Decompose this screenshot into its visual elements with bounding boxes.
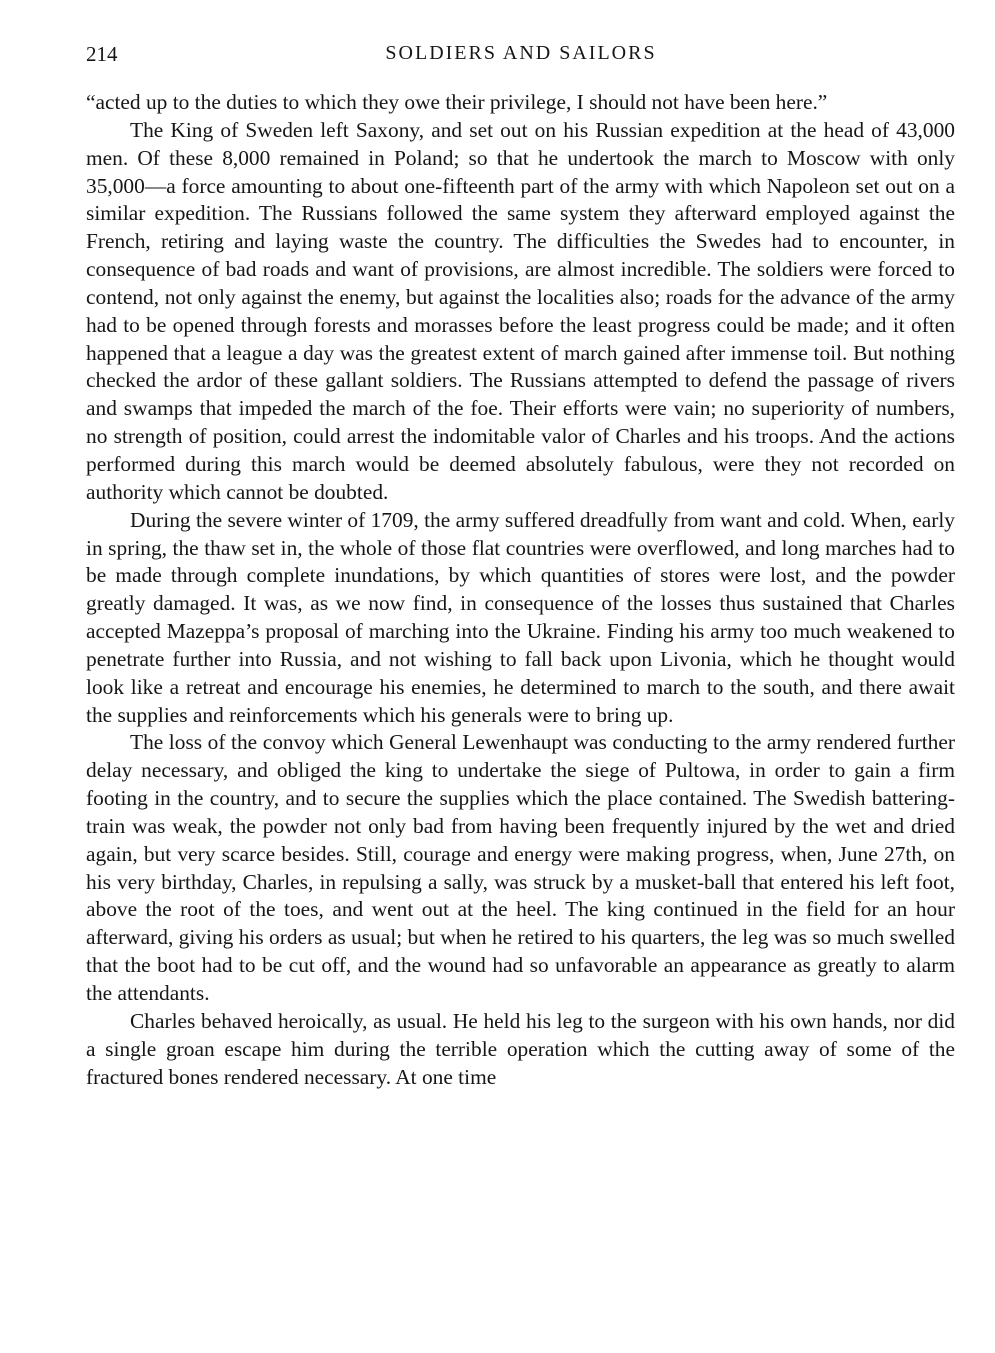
page-number: 214 bbox=[86, 42, 118, 66]
paragraph-siege-of-pultowa: The loss of the convoy which General Lewenhaupt was conducting to the army rendered further delay necessary, and obliged the king to undertake the siege of Pultowa, in order to gain a firm footing in the country, and to secure the supplies which the place contained. The Swedish battering-train was weak, the powder not only bad from having been frequently injured by the wet and dried again, but very scarce besides. Still, courage and energy were making progress, when, June 27th, on his very birthday, Charles, in repulsing a sally, was struck by a musket-ball that entered his left foot, above the root of the toes, and went out at the heel. The king continued in the field for an hour afterward, giving his orders as usual; but when he retired to his quarters, the leg was so much swelled that the boot had to be cut off, and the wound had so unfavorable an appearance as greatly to alarm the attendants. bbox=[86, 730, 955, 1005]
running-head bbox=[86, 42, 956, 72]
paragraph-charles-wound: Charles behaved heroically, as usual. He held his leg to the surgeon with his own hands, nor did a single groan escape him during the terrible operation which the cutting away of some of the fractured bones rendered necessary. At one time bbox=[86, 1008, 955, 1089]
running-title: SOLDIERS AND SAILORS bbox=[385, 42, 657, 64]
paragraph-russian-expedition: The King of Sweden left Saxony, and set out on his Russian expedition at the head of 43,000 men. Of these 8,000 remained in Poland; so that he undertook the march to Moscow with only 35,000—a force amounting to about one-fifteenth part of the army with which Napoleon set out on a similar expedition. The Russians followed the same system they afterward employed against the French, retiring and laying waste the country. The difficulties the Swedes had to encounter, in consequence of bad roads and want of provisions, are almost incredible. The soldiers were forced to contend, not only against the enemy, but against the localities also; roads for the advance of the army had to be opened through forests and morasses before the least progress could be made; and it often happened that a league a day was the greatest extent of march gained after immense toil. But nothing checked the ardor of these gallant soldiers. The Russians attempted to defend the passage of rivers and swamps that impeded the march of the foe. Their efforts were vain; no superiority of numbers, no strength of position, could arrest the indomitable valor of Charles and his troops. And the actions performed during this march would be deemed absolutely fabulous, were they not recorded on authority which cannot be doubted. bbox=[86, 117, 955, 504]
paragraph-winter-1709: During the severe winter of 1709, the army suffered dreadfully from want and cold. When, early in spring, the thaw set in, the whole of those flat countries were overflowed, and long marches had to be made through complete inundations, by which quantities of stores were lost, and the powder greatly damaged. It was, as we now find, in consequence of the losses thus sustained that Charles accepted Mazeppa’s proposal of marching into the Ukraine. Finding his army too much weakened to penetrate further into Russia, and not wishing to fall back upon Livonia, which he thought would look like a retreat and encourage his enemies, he determined to march to the south, and there await the supplies and reinforcements which his generals were to bring up. bbox=[86, 507, 955, 727]
paragraph-continuation: “acted up to the duties to which they owe their privilege, I should not have been here.” bbox=[86, 90, 828, 114]
body-text bbox=[86, 89, 955, 1091]
